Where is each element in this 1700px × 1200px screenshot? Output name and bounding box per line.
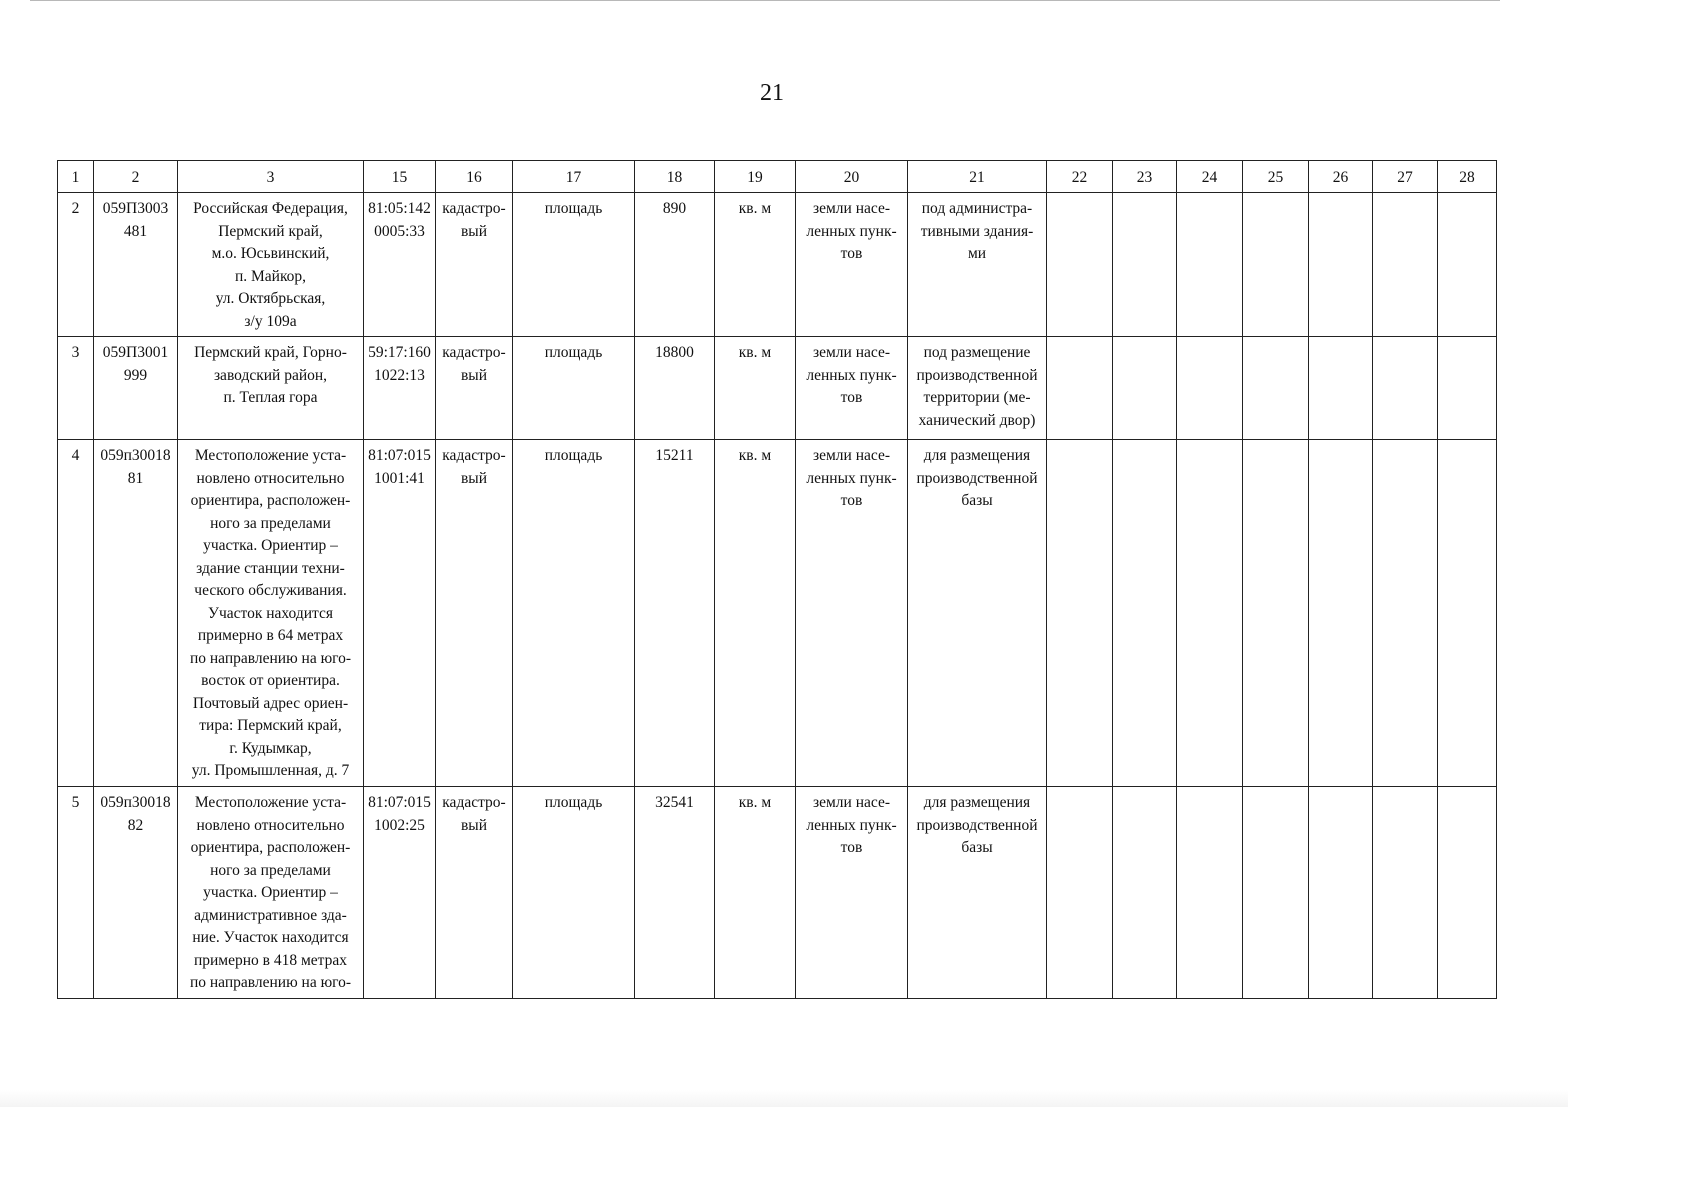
empty-cell — [1177, 193, 1243, 337]
row-number: 2 — [58, 193, 94, 337]
object-address: Пермский край, Горно- заводский район, п. Теплая гора — [178, 337, 364, 440]
table-row — [58, 787, 1497, 999]
land-registry-table — [57, 160, 1497, 999]
empty-cell — [1309, 787, 1373, 999]
column-number-22: 22 — [1047, 161, 1113, 193]
column-number-15: 15 — [364, 161, 436, 193]
empty-cell — [1047, 193, 1113, 337]
empty-cell — [1438, 787, 1497, 999]
object-address: Российская Федерация, Пермский край, м.о. Юсьвинский, п. Майкор, ул. Октябрьская, з/у 109а — [178, 193, 364, 337]
empty-cell — [1438, 337, 1497, 440]
land-category: земли насе- ленных пунк- тов — [796, 440, 908, 787]
empty-cell — [1113, 787, 1177, 999]
column-number-19: 19 — [715, 161, 796, 193]
row-number: 3 — [58, 337, 94, 440]
empty-cell — [1243, 787, 1309, 999]
parameter-name: площадь — [513, 440, 635, 787]
object-code: 059П3001 999 — [94, 337, 178, 440]
parameter-value: 15211 — [635, 440, 715, 787]
land-category: земли насе- ленных пунк- тов — [796, 787, 908, 999]
empty-cell — [1309, 440, 1373, 787]
parameter-value: 890 — [635, 193, 715, 337]
number-type: кадастро- вый — [436, 337, 513, 440]
empty-cell — [1373, 787, 1438, 999]
cadastral-number: 81:05:142 0005:33 — [364, 193, 436, 337]
permitted-use: для размещения производственной базы — [908, 787, 1047, 999]
unit: кв. м — [715, 193, 796, 337]
column-number-24: 24 — [1177, 161, 1243, 193]
column-number-21: 21 — [908, 161, 1047, 193]
table-row — [58, 440, 1497, 787]
column-number-20: 20 — [796, 161, 908, 193]
empty-cell — [1438, 440, 1497, 787]
column-number-16: 16 — [436, 161, 513, 193]
table-row — [58, 193, 1497, 337]
permitted-use: для размещения производственной базы — [908, 440, 1047, 787]
object-code: 059п30018 82 — [94, 787, 178, 999]
empty-cell — [1243, 337, 1309, 440]
unit: кв. м — [715, 337, 796, 440]
column-number-3: 3 — [178, 161, 364, 193]
object-address: Местоположение уста- новлено относительно ориентира, расположен- ного за пределами участка. Ориентир – здание станции техни- ческого обслуживания. Участок находится примерно в 64 метрах по направлению на юго- восток от ориентира. Почтовый адрес ориен- тира: Пермский край, г. Кудымкар, ул. Промышленная, д. 7 — [178, 440, 364, 787]
empty-cell — [1438, 193, 1497, 337]
permitted-use: под размещение производственной территории (ме- ханический двор) — [908, 337, 1047, 440]
parameter-name: площадь — [513, 193, 635, 337]
parameter-name: площадь — [513, 787, 635, 999]
empty-cell — [1177, 440, 1243, 787]
empty-cell — [1047, 787, 1113, 999]
unit: кв. м — [715, 787, 796, 999]
cadastral-number: 59:17:160 1022:13 — [364, 337, 436, 440]
empty-cell — [1309, 193, 1373, 337]
column-number-28: 28 — [1438, 161, 1497, 193]
object-code: 059П3003 481 — [94, 193, 178, 337]
empty-cell — [1113, 337, 1177, 440]
empty-cell — [1047, 337, 1113, 440]
scan-bottom-edge — [0, 1090, 1568, 1107]
object-address: Местоположение уста- новлено относительно ориентира, расположен- ного за пределами участка. Ориентир – административное зда- ние. Участок находится примерно в 418 метрах по направлению на юго- — [178, 787, 364, 999]
column-number-18: 18 — [635, 161, 715, 193]
column-number-2: 2 — [94, 161, 178, 193]
empty-cell — [1113, 440, 1177, 787]
column-number-25: 25 — [1243, 161, 1309, 193]
column-number-row — [58, 161, 1497, 193]
table-row — [58, 337, 1497, 440]
column-number-17: 17 — [513, 161, 635, 193]
land-category: земли насе- ленных пунк- тов — [796, 337, 908, 440]
column-number-26: 26 — [1309, 161, 1373, 193]
empty-cell — [1243, 440, 1309, 787]
column-number-1: 1 — [58, 161, 94, 193]
land-category: земли насе- ленных пунк- тов — [796, 193, 908, 337]
number-type: кадастро- вый — [436, 440, 513, 787]
number-type: кадастро- вый — [436, 787, 513, 999]
empty-cell — [1047, 440, 1113, 787]
parameter-value: 18800 — [635, 337, 715, 440]
scan-top-edge — [30, 0, 1500, 1]
permitted-use: под администра- тивными здания- ми — [908, 193, 1047, 337]
empty-cell — [1113, 193, 1177, 337]
row-number: 4 — [58, 440, 94, 787]
parameter-value: 32541 — [635, 787, 715, 999]
empty-cell — [1373, 193, 1438, 337]
empty-cell — [1177, 337, 1243, 440]
empty-cell — [1373, 337, 1438, 440]
empty-cell — [1373, 440, 1438, 787]
page-number: 21 — [760, 80, 784, 106]
column-number-27: 27 — [1373, 161, 1438, 193]
empty-cell — [1243, 193, 1309, 337]
cadastral-number: 81:07:015 1001:41 — [364, 440, 436, 787]
empty-cell — [1177, 787, 1243, 999]
parameter-name: площадь — [513, 337, 635, 440]
cadastral-number: 81:07:015 1002:25 — [364, 787, 436, 999]
empty-cell — [1309, 337, 1373, 440]
number-type: кадастро- вый — [436, 193, 513, 337]
object-code: 059п30018 81 — [94, 440, 178, 787]
unit: кв. м — [715, 440, 796, 787]
row-number: 5 — [58, 787, 94, 999]
column-number-23: 23 — [1113, 161, 1177, 193]
